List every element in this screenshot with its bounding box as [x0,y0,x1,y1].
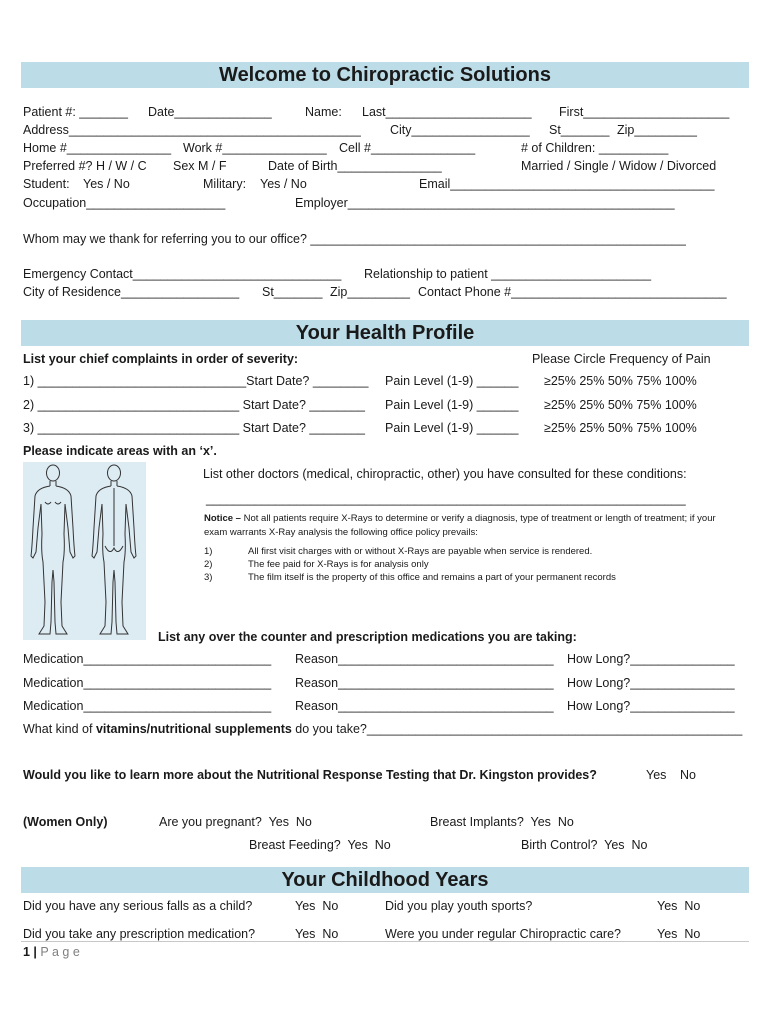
medications-heading: List any over the counter and prescription medications you are taking: [158,630,577,644]
home-phone-field[interactable]: Home #_______________ [23,141,172,155]
reason-2-field[interactable]: Reason_______________________________ [295,676,554,690]
policy-num-1: 1) [204,546,213,557]
medication-1-field[interactable]: Medication___________________________ [23,652,272,666]
complaints-heading: List your chief complaints in order of severity: [23,352,299,366]
state-field[interactable]: St_______ [549,123,610,137]
preferred-phone-choice[interactable]: Preferred #? H / W / C [23,159,147,173]
page-number: 1 [23,945,30,959]
policy-text-2: The fee paid for X-Rays is for analysis only [248,559,429,570]
policy-text-1: All first visit charges with or without X-Rays are payable when service is rendered. [248,546,593,557]
page-word: P a g e [40,945,80,959]
falls-question: Did you have any serious falls as a child? [23,899,253,913]
nrt-question: Would you like to learn more about the Nutritional Response Testing that Dr. Kingston provides? [23,768,597,782]
residence-zip-field[interactable]: Zip_________ [330,285,410,299]
chiropractic-question: Were you under regular Chiropractic care? [385,927,621,941]
nrt-no-option[interactable]: No [680,768,696,782]
frequency-2-choice[interactable]: ≥25% 25% 50% 75% 100% [544,398,697,412]
implants-choice[interactable]: Breast Implants? Yes No [430,815,574,829]
sports-choice[interactable]: Yes No [657,899,701,913]
emergency-contact-field[interactable]: Emergency Contact______________________________ [23,267,342,281]
pain-level-2-field[interactable]: Pain Level (1-9) ______ [385,398,519,412]
date-field[interactable]: Date______________ [148,105,272,119]
policy-num-2: 2) [204,559,213,570]
first-name-field[interactable]: First_____________________ [559,105,730,119]
notice-label: Notice – [204,513,241,524]
prescription-choice[interactable]: Yes No [295,927,339,941]
vitamins-text-bold: vitamins/nutritional supplements [95,722,292,736]
work-phone-field[interactable]: Work #_______________ [183,141,327,155]
pain-level-3-field[interactable]: Pain Level (1-9) ______ [385,421,519,435]
medication-3-field[interactable]: Medication___________________________ [23,699,272,713]
cell-phone-field[interactable]: Cell #_______________ [339,141,476,155]
page-separator: | [29,945,41,959]
frequency-1-choice[interactable]: ≥25% 25% 50% 75% 100% [544,374,697,388]
falls-choice[interactable]: Yes No [295,899,339,913]
nrt-yes-option[interactable]: Yes [646,768,667,782]
sex-choice[interactable]: Sex M / F [173,159,227,173]
women-only-label: (Women Only) [23,815,108,829]
relationship-field[interactable]: Relationship to patient _______________________ [364,267,652,281]
reason-3-field[interactable]: Reason_______________________________ [295,699,554,713]
contact-phone-field[interactable]: Contact Phone #_______________________________ [418,285,727,299]
policy-text-3: The film itself is the property of this office and remains a part of your permanent records [248,572,616,583]
children-field[interactable]: # of Children: __________ [521,141,669,155]
prescription-question: Did you take any prescription medication? [23,927,256,941]
breast-feeding-choice[interactable]: Breast Feeding? Yes No [249,838,391,852]
frequency-heading: Please Circle Frequency of Pain [532,352,711,366]
other-doctors-label: List other doctors (medical, chiropractic, other) you have consulted for these conditions: [203,467,687,481]
pregnant-choice[interactable]: Are you pregnant? Yes No [159,815,312,829]
notice-line-1 [204,512,716,525]
address-field[interactable]: Address__________________________________________ [23,123,361,137]
complaint-2-field[interactable]: 2) _____________________________ Start Date? ________ [23,398,365,412]
reason-1-field[interactable]: Reason_______________________________ [295,652,554,666]
residence-state-field[interactable]: St_______ [262,285,323,299]
notice-line-2: exam warrants X-Ray analysis the following office policy prevails: [204,527,478,538]
how-long-1-field[interactable]: How Long?_______________ [567,652,735,666]
chiropractic-choice[interactable]: Yes No [657,927,701,941]
welcome-banner: Welcome to Chiropractic Solutions [21,62,749,88]
vitamins-text-a: What kind of [23,722,96,736]
other-doctors-field[interactable]: _____________________________________________________________________ [206,492,686,506]
vitamins-field[interactable] [23,722,742,737]
vitamins-text-c: do you take?______________________________________________________ [291,722,743,736]
page-footer [23,945,80,960]
email-field[interactable]: Email______________________________________ [419,177,715,191]
occupation-field[interactable]: Occupation____________________ [23,196,226,210]
military-label: Military: [203,177,247,191]
areas-instruction: Please indicate areas with an ‘x’. [23,444,217,458]
student-choice[interactable]: Yes / No [83,177,130,191]
body-outline-icon [23,462,146,640]
birth-control-choice[interactable]: Birth Control? Yes No [521,838,648,852]
frequency-3-choice[interactable]: ≥25% 25% 50% 75% 100% [544,421,697,435]
patient-number-field[interactable]: Patient #: _______ [23,105,128,119]
zip-field[interactable]: Zip_________ [617,123,697,137]
childhood-banner: Your Childhood Years [21,867,749,893]
referral-field[interactable]: Whom may we thank for referring you to our office? ______________________________________________________ [23,232,686,246]
name-label: Name: [305,105,342,119]
body-diagram[interactable] [23,462,146,640]
dob-field[interactable]: Date of Birth_______________ [268,159,442,173]
medication-2-field[interactable]: Medication___________________________ [23,676,272,690]
employer-field[interactable]: Employer_______________________________________________ [295,196,675,210]
city-residence-field[interactable]: City of Residence_________________ [23,285,240,299]
sports-question: Did you play youth sports? [385,899,533,913]
how-long-2-field[interactable]: How Long?_______________ [567,676,735,690]
complaint-1-field[interactable]: 1) ______________________________Start Date? ________ [23,374,369,388]
city-field[interactable]: City_________________ [390,123,530,137]
complaint-3-field[interactable]: 3) _____________________________ Start Date? ________ [23,421,365,435]
notice-text-1: Not all patients require X-Rays to determine or verify a diagnosis, type of treatment or length of treatment; if your [240,513,716,524]
how-long-3-field[interactable]: How Long?_______________ [567,699,735,713]
student-label: Student: [23,177,70,191]
health-profile-banner: Your Health Profile [21,320,749,346]
military-choice[interactable]: Yes / No [260,177,307,191]
pain-level-1-field[interactable]: Pain Level (1-9) ______ [385,374,519,388]
policy-num-3: 3) [204,572,213,583]
footer-divider [21,941,749,942]
last-name-field[interactable]: Last_____________________ [362,105,532,119]
marital-status-choice[interactable]: Married / Single / Widow / Divorced [521,159,717,173]
